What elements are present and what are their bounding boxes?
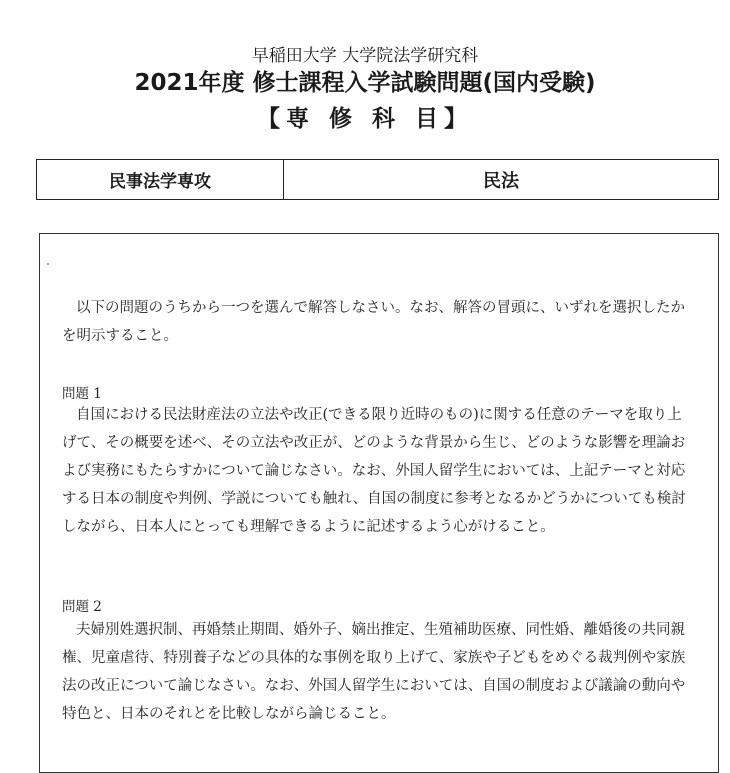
exam-title: 2021年度 修士課程入学試験問題(国内受験) [134, 70, 596, 96]
scan-speck [47, 263, 49, 265]
university-name: 早稲田大学 大学院法学研究科 [251, 46, 479, 66]
question2-body: 夫婦別姓選択制、再婚禁止期間、婚外子、嫡出推定、生殖補助医療、同性婚、離婚後の共同親権、児童虐待、特別養子などの具体的な事例を取り上げて、家族や子どもをめぐる裁判例や家族法の改正について論じなさい。なお、外国人留学生においては、自国の制度および議論の動向や特色と、日本のそれとを比較しながら論じること。 [62, 622, 686, 722]
question1-heading: 問題 1 [62, 386, 102, 402]
major-subject-table [36, 159, 719, 200]
question1-body: 自国における民法財産法の立法や改正(できる限り近時のもの)に関する任意のテーマを取り上げて、その概要を述べ、その立法や改正が、どのような背景から生じ、どのような影響を理論および実務にもたらすかについて論じなさい。なお、外国人留学生においては、上記テーマと対応する日本の制度や判例、学説についても触れ、自国の制度に参考となるかどうかについても検討しながら、日本人にとっても理解できるように記述するよう心がけること。 [62, 407, 686, 535]
major-cell: 民事法学専攻 [37, 160, 284, 199]
instructions-text: 以下の問題のうちから一つを選んで解答しなさい。なお、解答の冒頭に、いずれを選択したかを明示すること。 [62, 300, 685, 344]
question2-heading: 問題 2 [62, 599, 102, 615]
subject-heading: 【専 修 科 目】 [256, 106, 474, 132]
subject-cell: 民法 [483, 170, 519, 192]
